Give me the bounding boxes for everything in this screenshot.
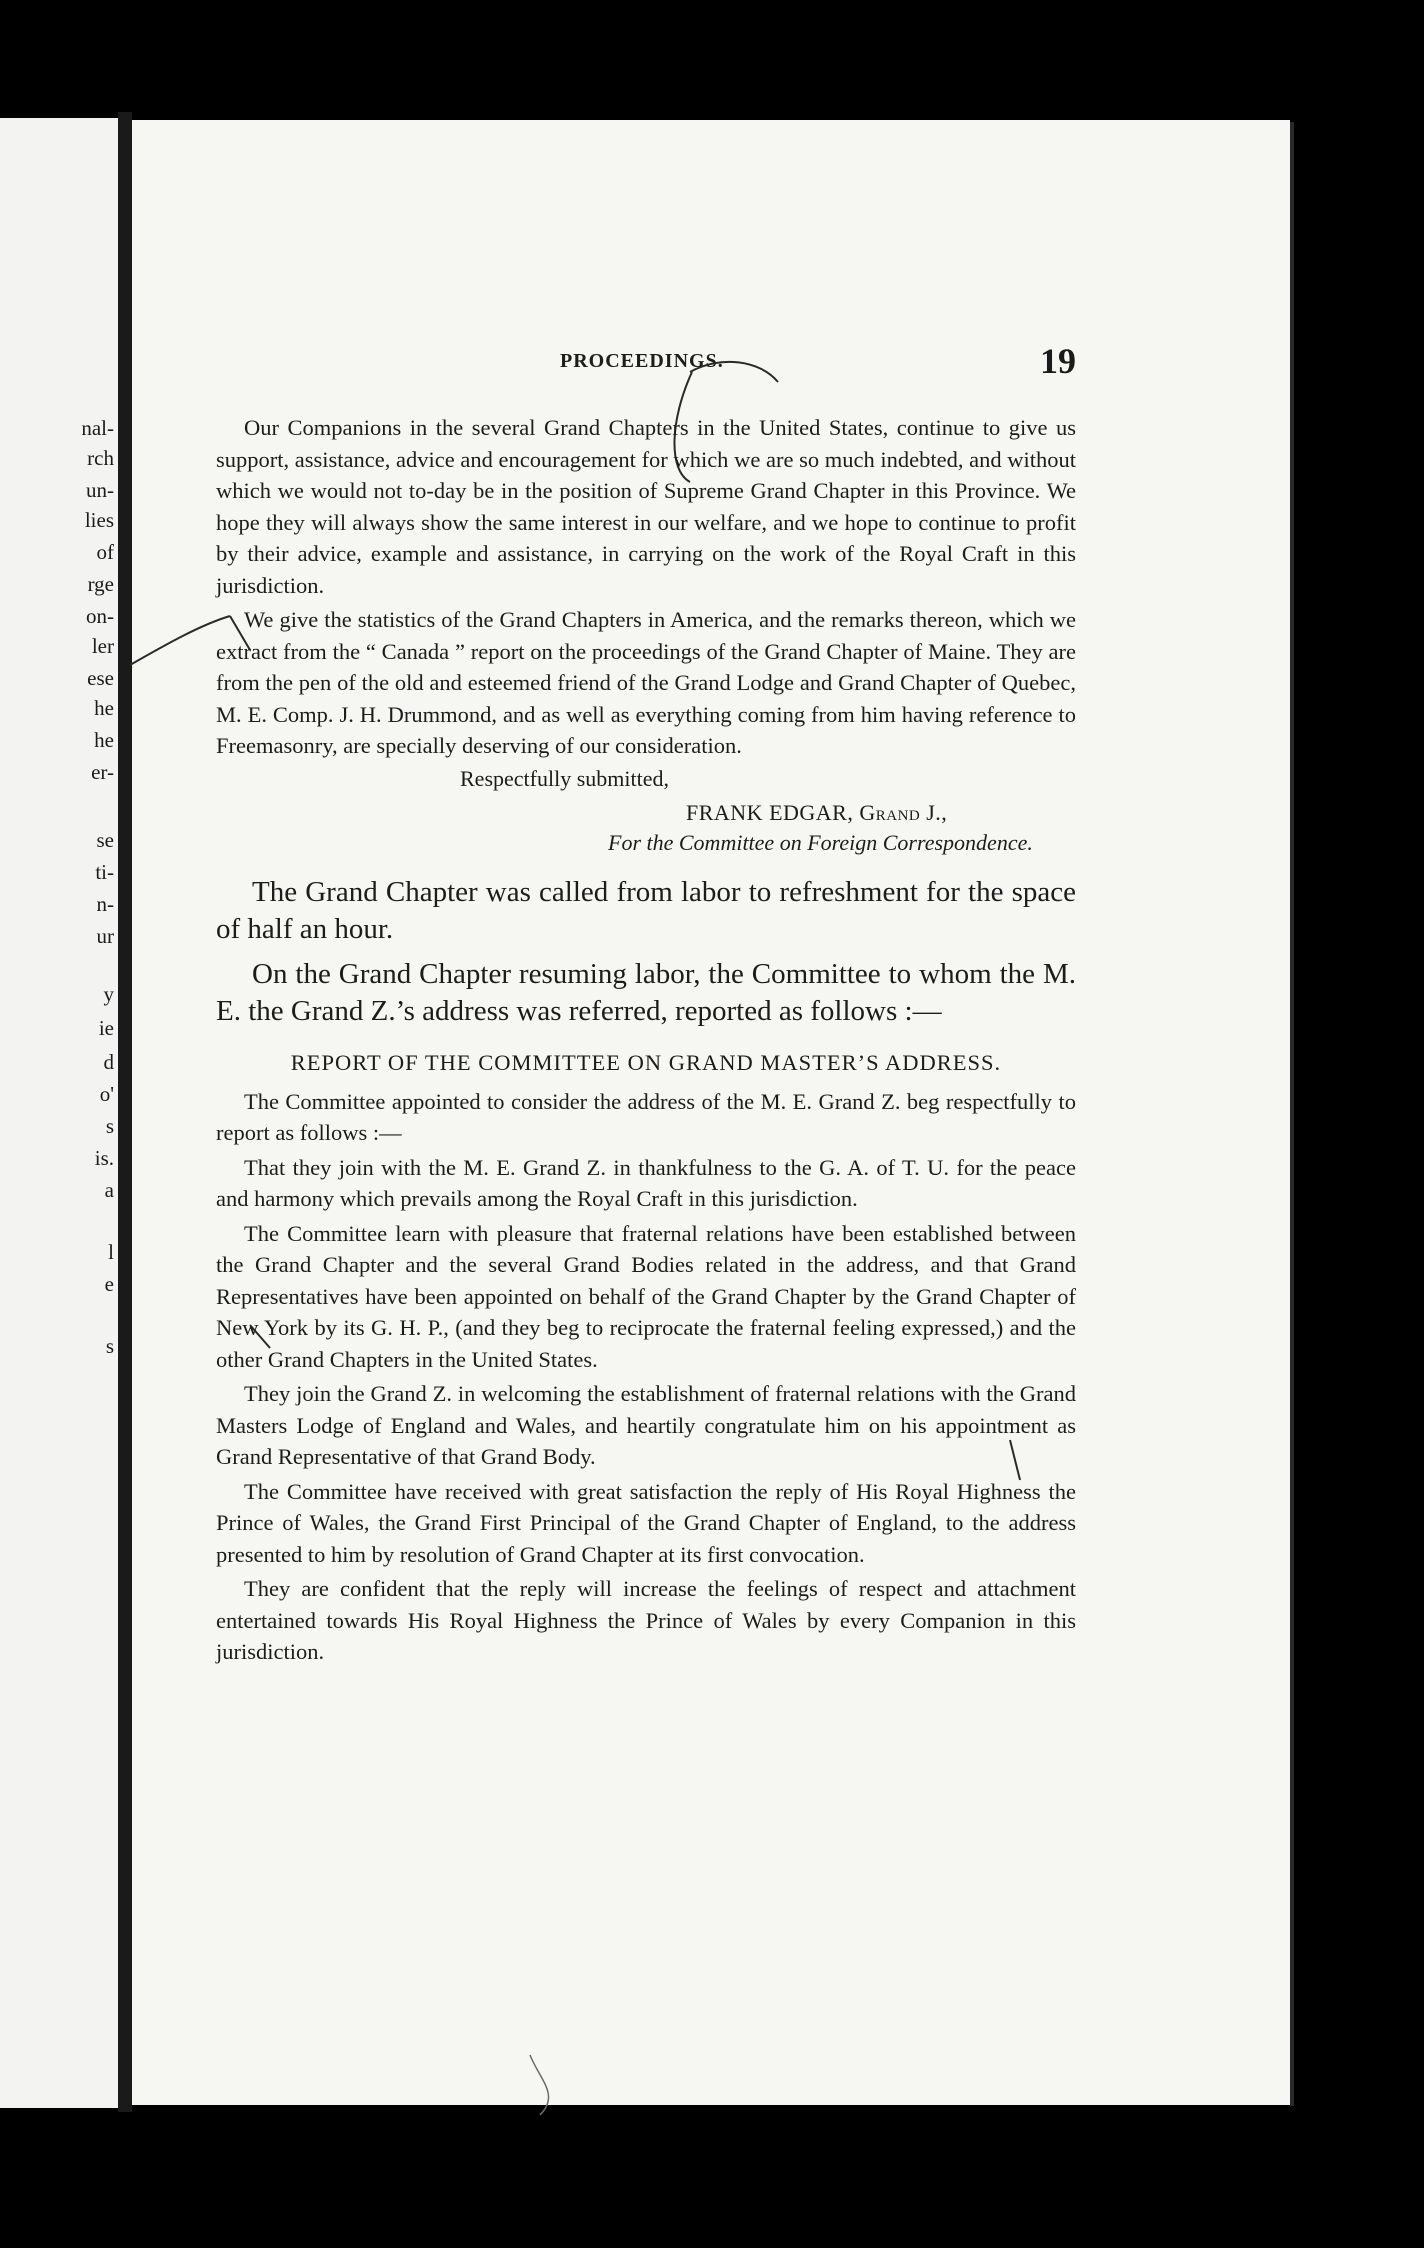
signature-title: Grand J., bbox=[859, 799, 948, 825]
left-fragment: ur bbox=[96, 924, 114, 948]
left-fragment: e bbox=[104, 1272, 114, 1296]
report-paragraph: That they join with the M. E. Grand Z. in thankfulness to the G. A. of T. U. for the peace and harmony which prevails among the Royal Craft in this jurisdiction. bbox=[216, 1154, 1076, 1211]
report-title: REPORT OF THE COMMITTEE ON GRAND MASTER’S ADDRESS. bbox=[290, 1049, 1002, 1075]
report-paragraph: The Committee appointed to consider the address of the M. E. Grand Z. beg respectfully to report as follows :— bbox=[216, 1088, 1076, 1145]
left-fragment: ese bbox=[87, 666, 114, 690]
left-fragment: l bbox=[108, 1240, 114, 1264]
left-fragment: s bbox=[105, 1334, 114, 1358]
left-fragment: s bbox=[105, 1114, 114, 1138]
left-fragment: he bbox=[94, 696, 114, 720]
left-fragment: nal- bbox=[81, 416, 114, 440]
signature-role: For the Committee on Foreign Correspondence. bbox=[608, 829, 1033, 855]
proceedings-paragraph: On the Grand Chapter resuming labor, the Committee to whom the M. E. the Grand Z.’s address was referred, reported as follows :— bbox=[216, 957, 1076, 1027]
closing-line: Respectfully submitted, bbox=[460, 765, 669, 791]
pencil-stroke bbox=[530, 2055, 549, 2115]
left-fragment: d bbox=[103, 1050, 114, 1074]
left-fragment: ie bbox=[98, 1016, 114, 1040]
left-fragment: er- bbox=[91, 760, 114, 784]
left-fragment: se bbox=[96, 828, 114, 852]
proceedings-paragraph: The Grand Chapter was called from labor to refreshment for the space of half an hour. bbox=[216, 875, 1076, 945]
paragraph: We give the statistics of the Grand Chapters in America, and the remarks thereon, which we extract from the “ Canada ” report on the proceedings of the Grand Chapter of Maine. They are from the pen of the old and esteemed friend of the Grand Lodge and Grand Chapter of Quebec, M. E. Comp. J. H. Drummond, and as well as everything coming from him having reference to Freemasonry, are specially deserving of our consideration. bbox=[216, 607, 1076, 758]
report-paragraph: The Committee have received with great satisfaction the reply of His Royal Highness the Prince of Wales, the Grand First Principal of the Grand Chapter of England, to the address presented to him by resolution of Grand Chapter at its first convocation. bbox=[216, 1478, 1076, 1567]
left-fragment: lies bbox=[84, 508, 114, 532]
left-fragment: un- bbox=[86, 478, 114, 502]
left-fragment: he bbox=[94, 728, 114, 752]
left-fragment: on- bbox=[86, 604, 114, 628]
signature bbox=[686, 800, 1076, 826]
left-fragment: y bbox=[103, 982, 114, 1006]
report-paragraph: They join the Grand Z. in welcoming the establishment of fraternal relations with the Grand Masters Lodge of England and Wales, and heartily congratulate him on his appointment as Grand Representative of that Grand Body. bbox=[216, 1381, 1076, 1469]
pencil-stroke bbox=[130, 616, 230, 665]
report-paragraph: The Committee learn with pleasure that fraternal relations have been established between the Grand Chapter and the several Grand Bodies related in the address, and that Grand Representatives have been appointed on behalf of the Grand Chapter by the Grand Chapter of New York by its G. H. P., (and they beg to reciprocate the fraternal feeling expressed,) and the other Grand Chapters in the United States. bbox=[216, 1220, 1076, 1372]
signature-name: FRANK EDGAR, bbox=[686, 799, 854, 825]
running-header: PROCEEDINGS. bbox=[560, 350, 724, 372]
pencil-stroke bbox=[690, 362, 778, 382]
page-number: 19 bbox=[1040, 341, 1076, 381]
left-fragment: rge bbox=[87, 572, 114, 596]
report-paragraph: They are confident that the reply will increase the feelings of respect and attachment entertained towards His Royal Highness the Prince of Wales by every Companion in this jurisdiction. bbox=[216, 1576, 1076, 1664]
left-fragment: ler bbox=[91, 634, 114, 658]
left-fragment: n- bbox=[96, 892, 114, 916]
left-fragment: rch bbox=[87, 446, 114, 470]
left-fragment: o' bbox=[99, 1082, 114, 1106]
left-fragment: is. bbox=[94, 1146, 114, 1170]
left-fragment: of bbox=[96, 540, 114, 564]
paragraph: Our Companions in the several Grand Chapters in the United States, continue to give us support, assistance, advice and encouragement for which we are so much indebted, and without which we would not to-day be in the position of Supreme Grand Chapter in this Province. We hope they will always show the same interest in our welfare, and we hope to continue to profit by their advice, example and assistance, in carrying on the work of the Royal Craft in this jurisdiction. bbox=[216, 415, 1076, 598]
left-fragment: ti- bbox=[95, 860, 114, 884]
main-text-block bbox=[216, 412, 1076, 1668]
left-fragment: a bbox=[104, 1178, 114, 1202]
